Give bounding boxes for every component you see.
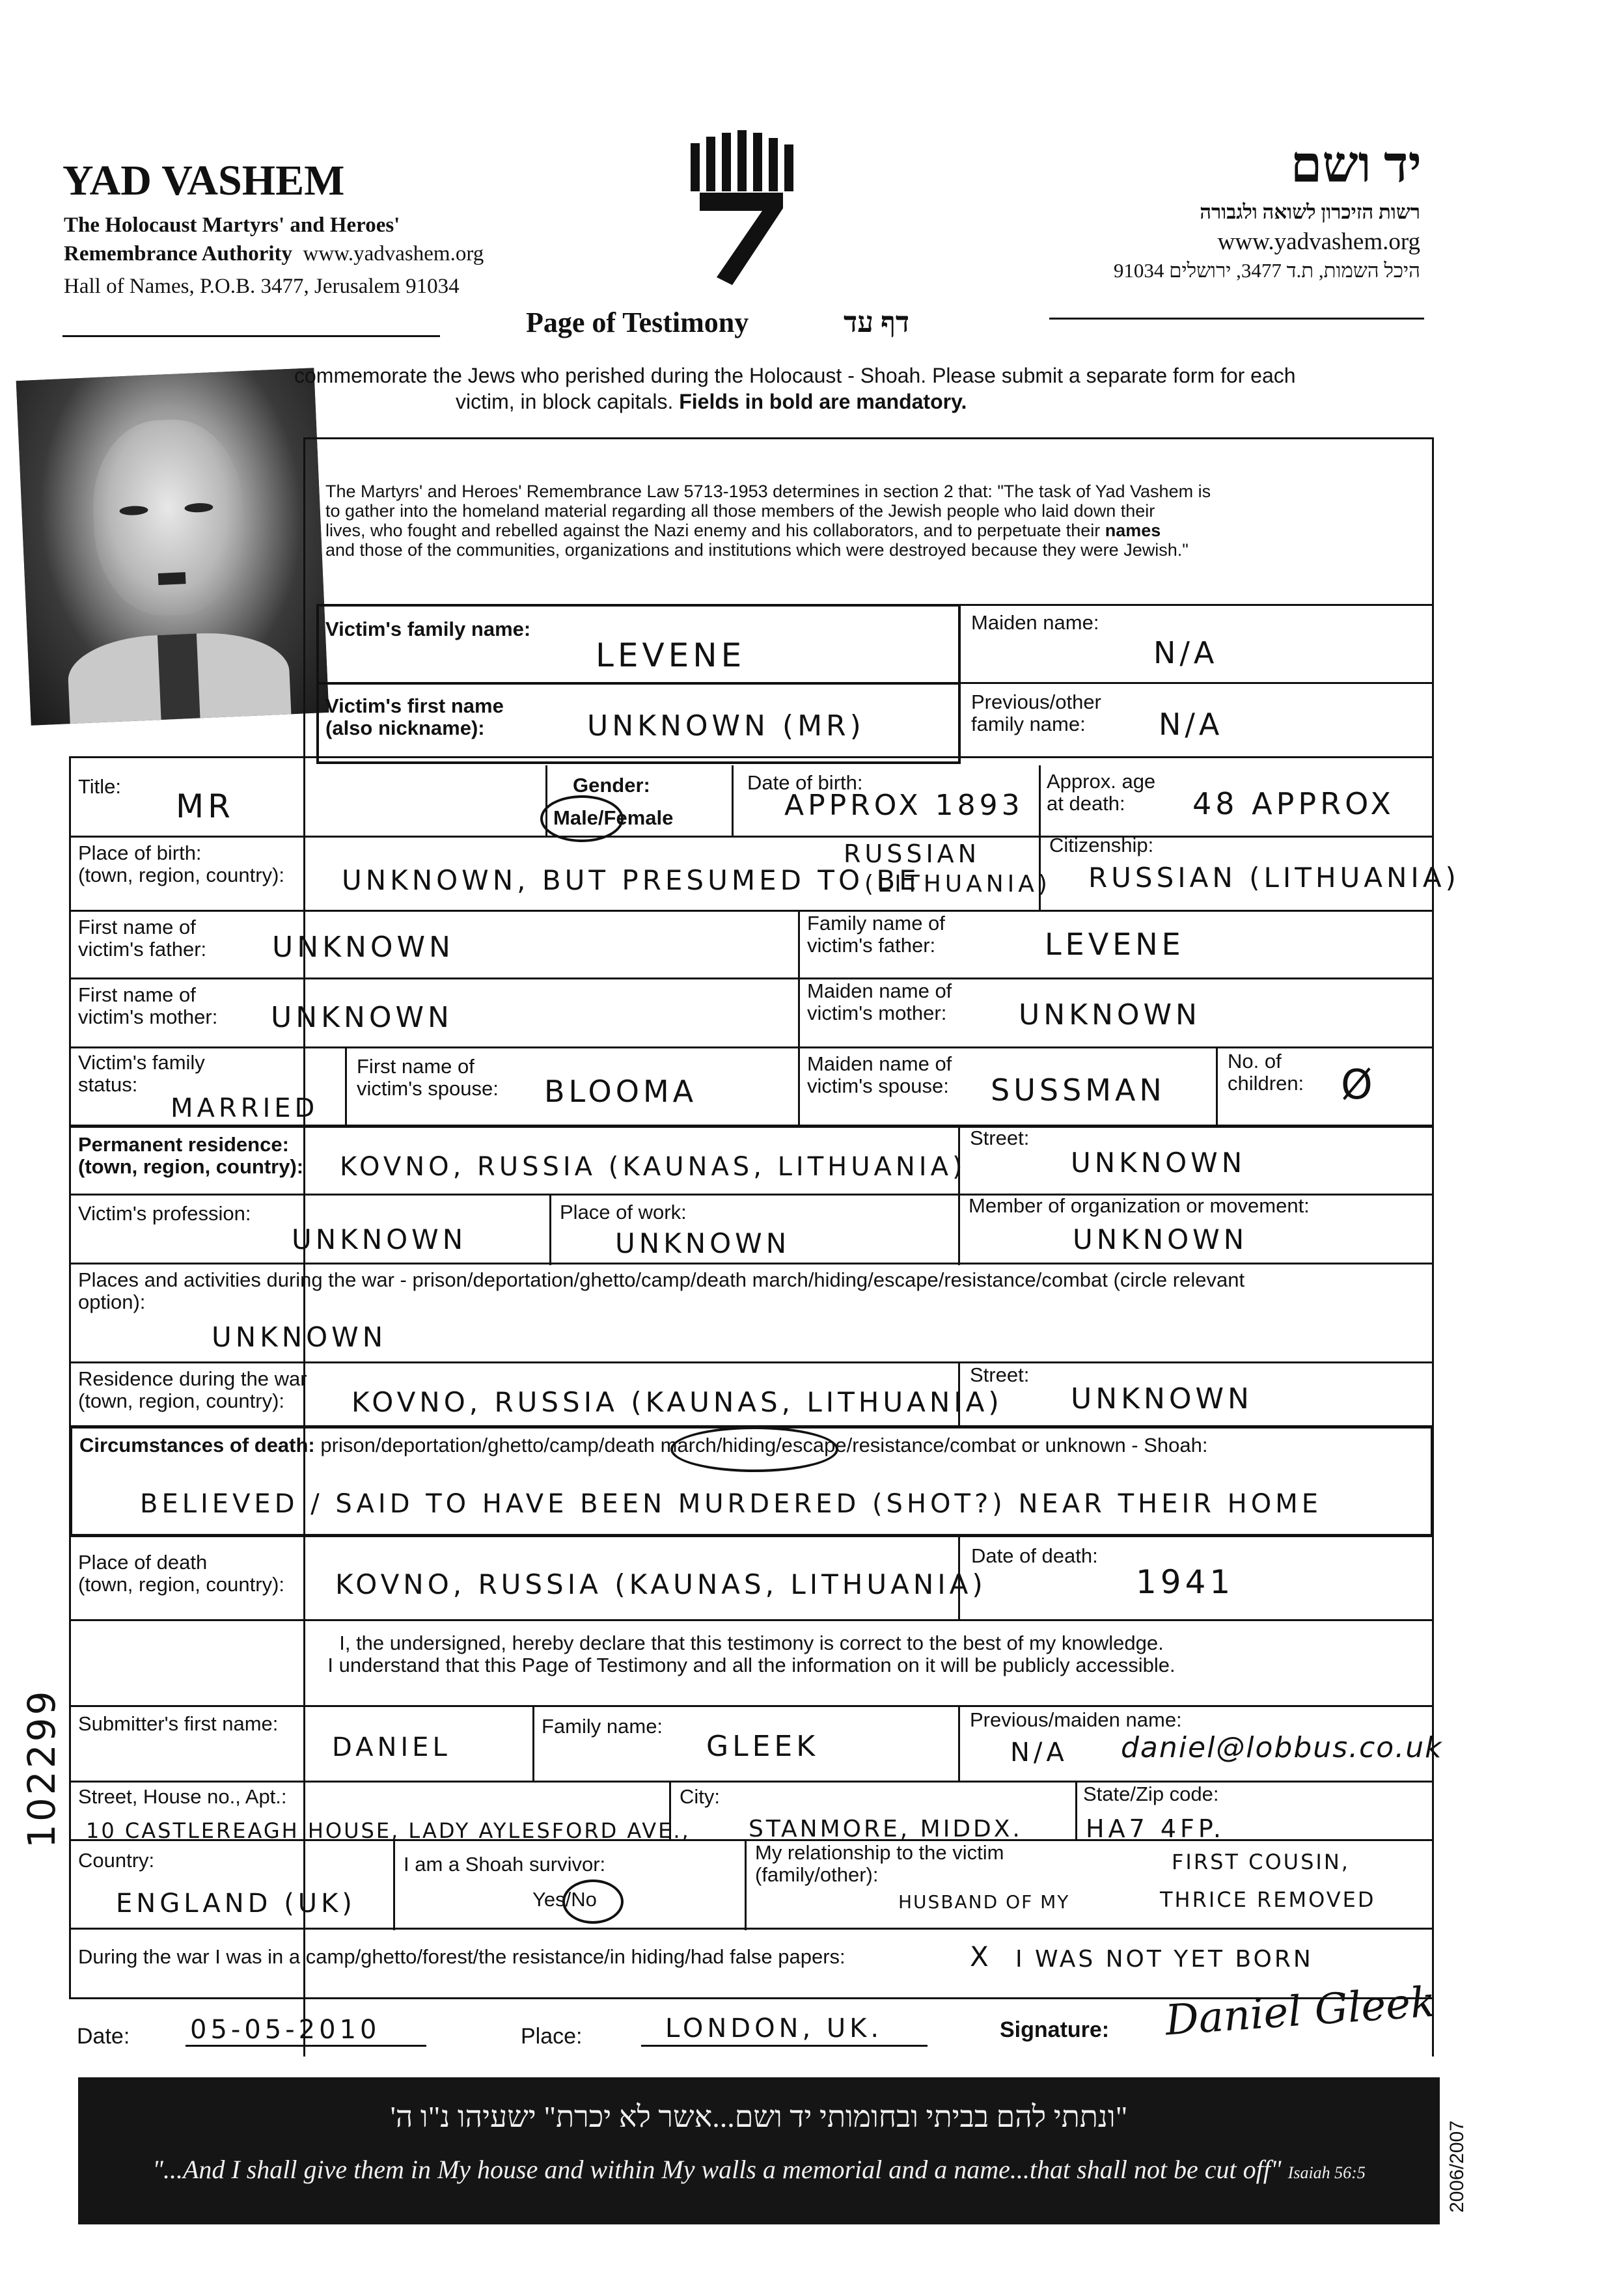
sub-city-label: City:	[680, 1785, 720, 1808]
dod-label: Date of death:	[971, 1544, 1098, 1567]
spouse-maiden-label	[807, 1053, 952, 1097]
title-label: Title:	[78, 775, 122, 798]
declaration-1: I, the undersigned, hereby declare that this testimony is correct to the best of my knowledge.	[339, 1632, 1164, 1654]
place-label: Place:	[521, 2024, 583, 2049]
sub-street-value[interactable]: 10 CASTLEREAGH HOUSE, LADY AYLESFORD AVE.,	[86, 1818, 691, 1843]
age-label-1: Approx. age	[1047, 770, 1156, 793]
div-maiden-children	[1216, 1046, 1218, 1127]
date-value[interactable]: 05-05-2010	[190, 2015, 381, 2045]
sub-street-label: Street, House no., Apt.:	[78, 1785, 287, 1808]
family-status-value[interactable]: MARRIED	[171, 1093, 319, 1123]
sub-country-value[interactable]: ENGLAND (UK)	[116, 1889, 356, 1919]
div-city-state	[1075, 1781, 1077, 1840]
dob-label: Date of birth:	[747, 771, 863, 794]
residence-label-1: Permanent residence:	[78, 1133, 289, 1156]
member-org-label: Member of organization or movement:	[969, 1194, 1310, 1217]
age-label	[1047, 771, 1155, 815]
law-line3-row	[325, 521, 1211, 540]
father-family-label	[807, 912, 945, 957]
place-of-work-label: Place of work:	[560, 1201, 687, 1223]
spouse-maiden-value[interactable]: SUSSMAN	[991, 1073, 1166, 1108]
intro-line1: commemorate the Jews who perished during the Holocaust - Shoah. Please submit a separate form for each	[294, 364, 1296, 387]
prev-family-value[interactable]: N/A	[1159, 707, 1224, 742]
place-underline	[641, 2045, 928, 2047]
father-first-value[interactable]: UNKNOWN	[272, 931, 454, 964]
spouse-first-label	[357, 1056, 499, 1100]
sub-first-value[interactable]: DANIEL	[332, 1732, 451, 1762]
law-line1: The Martyrs' and Heroes' Remembrance Law 5713-1953 determines in section 2 that: "The task of Yad Vashem is	[325, 482, 1211, 501]
div-gender-dob	[732, 765, 734, 837]
sub-prev-label: Previous/maiden name:	[970, 1708, 1182, 1731]
pob-label-1: Place of birth:	[78, 841, 202, 864]
pod-value[interactable]: KOVNO, RUSSIA (KAUNAS, LITHUANIA)	[335, 1568, 987, 1600]
war-places-value[interactable]: UNKNOWN	[212, 1321, 387, 1353]
first-name-label-2: (also nickname):	[325, 717, 485, 739]
row-line-father	[69, 910, 1434, 912]
family-status-label	[78, 1052, 205, 1096]
children-label	[1228, 1050, 1304, 1095]
citizenship-label: Citizenship:	[1049, 834, 1154, 856]
prev-name-top-line	[959, 682, 1434, 684]
org-line1: The Holocaust Martyrs' and Heroes'	[64, 213, 400, 237]
prev-family-label-1: Previous/other	[971, 690, 1101, 713]
sub-prev-value[interactable]: N/A	[1010, 1738, 1068, 1768]
div-spouse-maiden	[798, 1046, 800, 1127]
form-title: Page of Testimony	[526, 307, 749, 338]
death-march-circle	[670, 1427, 838, 1472]
survivor-no-circle	[562, 1879, 624, 1924]
maiden-top-line	[959, 604, 1434, 606]
gender-male[interactable]: Male	[553, 806, 598, 829]
yad-vashem-logo-icon	[687, 130, 797, 299]
mother-maiden-label-2: victim's mother:	[807, 1002, 947, 1024]
victim-name-divider	[316, 682, 961, 685]
row-line-pob	[69, 836, 1434, 838]
war-places-label-1: Places and activities during the war - prison/deportation/ghetto/camp/death march/hiding/escape/resistance/combat (circle relevant	[78, 1268, 1245, 1291]
war-residence-label-1: Residence during the war	[78, 1367, 307, 1390]
header-rule-right	[1049, 318, 1424, 320]
sub-family-label: Family name:	[542, 1715, 663, 1738]
maiden-name-label: Maiden name:	[971, 611, 1099, 634]
mother-first-label-2: victim's mother:	[78, 1005, 218, 1028]
div-country-survivor	[393, 1839, 395, 1930]
mother-first-label-1: First name of	[78, 983, 196, 1006]
pob-value-bottom[interactable]: (LITHUANIA)	[864, 871, 1051, 897]
father-family-value[interactable]: LEVENE	[1045, 927, 1185, 962]
law-line3: lives, who fought and rebelled against the Nazi enemy and his collaborators, and to perpetuate their	[325, 521, 1101, 540]
relationship-label	[755, 1842, 1004, 1886]
row-line-residence	[69, 1125, 1434, 1128]
footer-citation: Isaiah 56:5	[1287, 2163, 1366, 2182]
row-line-address	[69, 1781, 1434, 1783]
row-line-country	[69, 1839, 1434, 1841]
pod-label-2: (town, region, country):	[78, 1573, 285, 1596]
div-profession-work	[549, 1194, 551, 1265]
signature-value[interactable]: Daniel Gleek	[1163, 1978, 1438, 2045]
spouse-maiden-label-2: victim's spouse:	[807, 1074, 949, 1097]
war-residence-label-2: (town, region, country):	[78, 1389, 285, 1412]
org-name: YAD VASHEM	[62, 157, 345, 204]
mother-maiden-label-1: Maiden name of	[807, 979, 952, 1002]
relationship-label-2: (family/other):	[755, 1863, 879, 1886]
maiden-name-value[interactable]: N/A	[1153, 635, 1218, 670]
family-status-label-2: status:	[78, 1073, 138, 1096]
victim-photo	[16, 368, 329, 725]
father-family-label-1: Family name of	[807, 912, 945, 935]
row-line-mother	[69, 977, 1434, 979]
hebrew-address: היכל השמות, ת.ד 3477, ירושלים 91034	[1113, 259, 1420, 282]
div-work-org	[958, 1194, 960, 1265]
row-line-declaration	[69, 1619, 1434, 1621]
prev-family-label	[971, 691, 1101, 735]
photo-tie	[158, 634, 200, 720]
children-value[interactable]: Ø	[1341, 1061, 1377, 1108]
survivor-label: I am a Shoah survivor:	[404, 1853, 606, 1876]
footer-banner	[78, 2077, 1440, 2224]
member-org-value[interactable]: UNKNOWN	[1073, 1223, 1248, 1255]
place-of-work-value[interactable]: UNKNOWN	[615, 1227, 791, 1259]
father-first-label-2: victim's father:	[78, 938, 207, 961]
row-line-spouse	[69, 1046, 1434, 1048]
first-name-label-1: Victim's first name	[325, 694, 504, 717]
mother-maiden-label	[807, 980, 952, 1024]
war-residence-value[interactable]: KOVNO, RUSSIA (KAUNAS, LITHUANIA)	[351, 1386, 1003, 1418]
footer-hebrew-quote: "ונתתי להם בביתי ובחומותי יד ושם...אשר לא יכרת" ישעיהו נ"ו ה'	[390, 2100, 1128, 2133]
survivor-sep: /	[565, 1888, 571, 1911]
mother-first-value[interactable]: UNKNOWN	[271, 1001, 453, 1034]
org-url-left[interactable]: www.yadvashem.org	[303, 242, 484, 266]
relationship-value-2[interactable]: HUSBAND OF MY	[898, 1891, 1070, 1913]
circumstances-options[interactable]: prison/deportation/ghetto/camp/death march/hiding/escape/resistance/combat or unknown - Shoah:	[320, 1434, 1208, 1456]
div-dob-age	[1039, 765, 1041, 837]
war-places-label	[78, 1269, 1245, 1313]
war-street-label: Street:	[970, 1363, 1030, 1386]
declaration-2: I understand that this Page of Testimony and all the information on it will be publicly accessible.	[327, 1654, 1176, 1676]
record-number: 102299	[20, 1688, 64, 1848]
hebrew-org-name: יד ושם	[1290, 136, 1422, 193]
relationship-value-1[interactable]: FIRST COUSIN,	[1172, 1850, 1350, 1874]
pod-label-1: Place of death	[78, 1551, 208, 1574]
during-war-value[interactable]: I WAS NOT YET BORN	[1015, 1946, 1313, 1973]
first-name-value[interactable]: UNKNOWN (MR)	[587, 709, 865, 743]
dob-value[interactable]: APPROX 1893	[784, 789, 1024, 822]
div-sub-first-family	[532, 1705, 534, 1782]
gender-female[interactable]: Female	[603, 806, 674, 829]
first-name-label	[325, 695, 504, 739]
intro-line2-prefix: victim, in block capitals.	[456, 390, 674, 413]
spouse-first-label-2: victim's spouse:	[357, 1077, 499, 1100]
spouse-first-value[interactable]: BLOOMA	[544, 1074, 698, 1109]
during-war-label: During the war I was in a camp/ghetto/forest/the resistance/in hiding/had false papers:	[78, 1945, 846, 1968]
sub-country-label: Country:	[78, 1849, 155, 1872]
photo-moustache	[158, 572, 186, 585]
sub-state-label: State/Zip code:	[1083, 1783, 1219, 1805]
gender-sep: /	[598, 806, 604, 829]
profession-value[interactable]: UNKNOWN	[292, 1223, 467, 1255]
intro-line2-bold: Fields in bold are mandatory.	[679, 390, 967, 413]
div-sub-family-prev	[958, 1705, 960, 1782]
relationship-value-3[interactable]: THRICE REMOVED	[1160, 1887, 1376, 1912]
pob-label	[78, 842, 284, 886]
header-rule-left	[62, 335, 440, 337]
citizenship-value[interactable]: RUSSIAN (LITHUANIA)	[1088, 862, 1460, 894]
date-label: Date:	[77, 2024, 130, 2049]
row-line-war-residence	[69, 1361, 1434, 1363]
footer-english-quote: "...And I shall give them in My house and within My walls a memorial and a name...that shall not be cut off"	[152, 2155, 1282, 2184]
war-places-label-2: option):	[78, 1291, 146, 1313]
circumstances-label-row	[79, 1434, 1207, 1456]
residence-label	[78, 1134, 303, 1178]
war-street-value[interactable]: UNKNOWN	[1071, 1382, 1253, 1415]
signature-label: Signature:	[1000, 2017, 1110, 2042]
div-father	[798, 910, 800, 1049]
pob-label-2: (town, region, country):	[78, 864, 285, 886]
street-value[interactable]: UNKNOWN	[1071, 1147, 1246, 1179]
age-value[interactable]: 48 APPROX	[1192, 786, 1395, 821]
row-line-submitter	[69, 1705, 1434, 1707]
sub-city-value[interactable]: STANMORE, MIDDX.	[749, 1816, 1023, 1842]
age-label-2: at death:	[1047, 792, 1125, 815]
spouse-maiden-label-1: Maiden name of	[807, 1052, 952, 1075]
father-first-label	[78, 916, 206, 961]
law-line4: and those of the communities, organizations and institutions which were destroyed because they were Jewish."	[325, 540, 1189, 560]
row-line-war-places	[69, 1263, 1434, 1264]
spouse-first-label-1: First name of	[357, 1055, 474, 1078]
row-line-during-war	[69, 1928, 1434, 1930]
intro-line2	[456, 390, 967, 413]
circumstances-value[interactable]: BELIEVED / SAID TO HAVE BEEN MURDERED (SHOT?) NEAR THEIR HOME	[140, 1489, 1322, 1519]
father-first-label-1: First name of	[78, 916, 196, 938]
dod-value[interactable]: 1941	[1136, 1563, 1235, 1601]
survivor-yes[interactable]: Yes	[532, 1888, 566, 1911]
hebrew-url[interactable]: www.yadvashem.org	[1217, 228, 1420, 255]
gender-label: Gender:	[573, 774, 650, 797]
circumstances-label: Circumstances of death:	[79, 1434, 315, 1456]
mother-first-label	[78, 984, 217, 1028]
footer-english-row	[78, 2154, 1440, 2185]
war-residence-label	[78, 1368, 307, 1412]
mother-maiden-value[interactable]: UNKNOWN	[1019, 998, 1201, 1032]
profession-label: Victim's profession:	[78, 1202, 251, 1225]
form-code: 2006/2007	[1446, 2120, 1468, 2213]
sub-email-value[interactable]: daniel@lobbus.co.uk	[1121, 1731, 1443, 1764]
form-title-hebrew: דף עד	[844, 307, 910, 338]
family-status-label-1: Victim's family	[78, 1051, 205, 1074]
children-label-1: No. of	[1228, 1050, 1282, 1073]
family-name-value[interactable]: LEVENE	[596, 636, 746, 674]
declaration	[69, 1632, 1434, 1676]
residence-label-2: (town, region, country):	[78, 1155, 304, 1178]
pob-value-top[interactable]: RUSSIAN	[844, 840, 981, 868]
photo-face	[90, 417, 248, 618]
relationship-label-1: My relationship to the victim	[755, 1841, 1004, 1864]
survivor-no[interactable]: No	[571, 1888, 597, 1911]
sub-first-label: Submitter's first name:	[78, 1712, 279, 1735]
place-value[interactable]: LONDON, UK.	[665, 2014, 883, 2043]
residence-value[interactable]: KOVNO, RUSSIA (KAUNAS, LITHUANIA)	[340, 1152, 967, 1182]
children-label-2: children:	[1228, 1072, 1304, 1095]
street-label: Street:	[970, 1127, 1030, 1149]
title-value[interactable]: MR	[176, 787, 234, 825]
prev-family-label-2: family name:	[971, 713, 1086, 735]
father-family-label-2: victim's father:	[807, 934, 936, 957]
div-status-spouse	[345, 1046, 347, 1127]
org-line2: Remembrance Authority	[64, 242, 293, 266]
pob-value[interactable]: UNKNOWN, BUT PRESUMED TO BE	[342, 864, 920, 896]
sub-family-value[interactable]: GLEEK	[706, 1730, 819, 1763]
div-survivor-relationship	[745, 1839, 747, 1930]
law-line2: to gather into the homeland material regarding all those members of the Jewish people who laid down their	[325, 501, 1155, 521]
hebrew-org-line1: רשות הזיכרון לשואה ולגבורה	[1200, 200, 1420, 223]
law-line3-bold: names	[1105, 521, 1161, 540]
form-frame-top-line	[303, 437, 1434, 439]
date-underline	[186, 2045, 426, 2047]
sub-state-value[interactable]: HA7 4FP.	[1086, 1814, 1225, 1843]
family-name-label: Victim's family name:	[325, 618, 531, 640]
law-text	[325, 482, 1211, 560]
org-address: Hall of Names, P.O.B. 3477, Jerusalem 91034	[64, 275, 460, 298]
pod-label	[78, 1551, 284, 1596]
org-line2-row	[64, 242, 484, 266]
during-war-mark[interactable]: X	[970, 1941, 993, 1973]
